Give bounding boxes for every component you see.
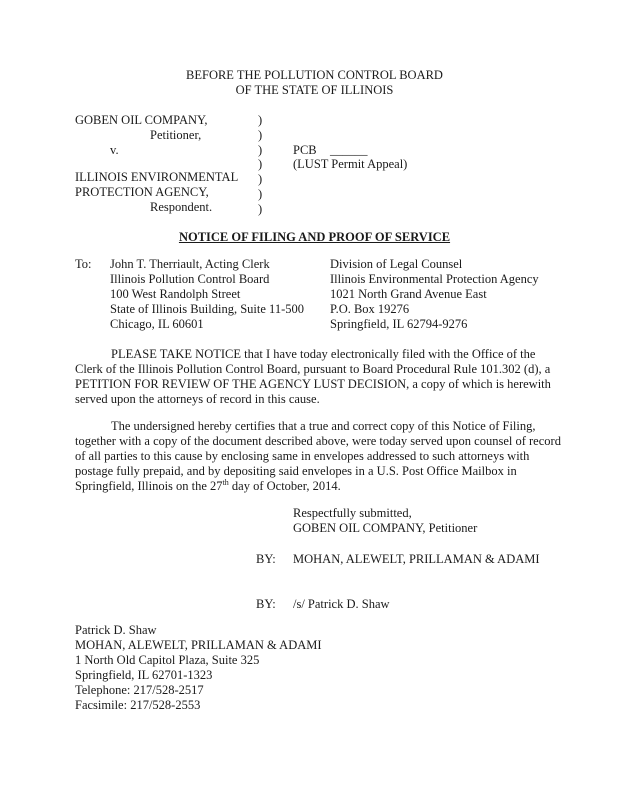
notice-title: NOTICE OF FILING AND PROOF OF SERVICE (178, 230, 451, 244)
recipient-agency-address (330, 257, 539, 332)
caption-paren: ) (258, 172, 263, 186)
by-label: BY: (256, 597, 276, 611)
date-text-end: day of October, 2014. (228, 479, 341, 493)
address-line: Illinois Pollution Control Board (110, 272, 270, 286)
caption-paren: ) (258, 113, 263, 127)
attorney-line: Facsimile: 217/528-2553 (75, 698, 201, 712)
court-name-line-2: OF THE STATE OF ILLINOIS (235, 83, 394, 97)
paragraph-line: served upon the attorneys of record in this cause. (75, 392, 320, 406)
paragraph-line: of all parties to this cause by enclosing same in envelopes addressed to such attorneys with (75, 449, 530, 463)
paragraph-line: The undersigned hereby certifies that a true and correct copy of this Notice of Filing, (111, 419, 536, 433)
ordinal-suffix: th (222, 477, 229, 487)
paragraph-line: Clerk of the Illinois Pollution Control Board, pursuant to Board Procedural Rule 101.302 (d), a (75, 362, 551, 376)
caption-paren: ) (258, 202, 263, 216)
address-line: Illinois Environmental Protection Agency (330, 272, 539, 286)
respondent-name-1: ILLINOIS ENVIRONMENTAL (75, 170, 239, 184)
address-line: Division of Legal Counsel (330, 257, 463, 271)
caption-paren: ) (258, 187, 263, 201)
paragraph-line: postage fully prepaid, and by depositing said envelopes in a U.S. Post Office Mailbox in (75, 464, 517, 478)
attorney-line: Telephone: 217/528-2517 (75, 683, 204, 697)
address-line: John T. Therriault, Acting Clerk (110, 257, 270, 271)
petitioner-role: Petitioner, (150, 128, 202, 142)
address-line: Chicago, IL 60601 (110, 317, 204, 331)
notice-paragraph (75, 347, 551, 407)
paragraph-line: together with a copy of the document described above, were today served upon counsel of record (75, 434, 561, 448)
by-label: BY: (256, 552, 276, 566)
paragraph-line: PETITION FOR REVIEW OF THE AGENCY LUST DECISION, a copy of which is herewith (75, 377, 551, 391)
address-line: P.O. Box 19276 (330, 302, 410, 316)
to-label: To: (75, 257, 92, 271)
attorney-line: MOHAN, ALEWELT, PRILLAMAN & ADAMI (75, 638, 322, 652)
date-text-start: Springfield, Illinois on the 27 (75, 479, 223, 493)
address-line: Springfield, IL 62794-9276 (330, 317, 468, 331)
electronic-signature: /s/ Patrick D. Shaw (293, 597, 390, 611)
pcb-label: PCB (293, 143, 317, 157)
certification-paragraph (75, 419, 561, 494)
respondent-role: Respondent. (150, 200, 213, 214)
caption-paren: ) (258, 157, 263, 171)
petitioner-name: GOBEN OIL COMPANY, (75, 113, 208, 127)
closing: Respectfully submitted, (293, 506, 412, 520)
court-name-line-1: BEFORE THE POLLUTION CONTROL BOARD (186, 68, 443, 82)
respondent-name-2: PROTECTION AGENCY, (75, 185, 209, 199)
address-line: 1021 North Grand Avenue East (330, 287, 487, 301)
address-line: 100 West Randolph Street (110, 287, 241, 301)
address-line: State of Illinois Building, Suite 11-500 (110, 302, 304, 316)
recipient-clerk-address (110, 257, 304, 332)
paragraph-line (75, 479, 561, 494)
paragraph-line: PLEASE TAKE NOTICE that I have today electronically filed with the Office of the (111, 347, 536, 361)
appeal-type: (LUST Permit Appeal) (293, 157, 408, 171)
attorney-line: Patrick D. Shaw (75, 623, 157, 637)
law-firm-name: MOHAN, ALEWELT, PRILLAMAN & ADAMI (293, 552, 540, 566)
party-signature-line: GOBEN OIL COMPANY, Petitioner (293, 521, 478, 535)
caption-paren: ) (258, 143, 263, 157)
attorney-line: Springfield, IL 62701-1323 (75, 668, 213, 682)
attorney-contact-block (75, 623, 322, 713)
versus: v. (110, 143, 119, 157)
attorney-line: 1 North Old Capitol Plaza, Suite 325 (75, 653, 260, 667)
caption-paren: ) (258, 128, 263, 142)
pcb-number-blank: ______ (330, 143, 368, 157)
